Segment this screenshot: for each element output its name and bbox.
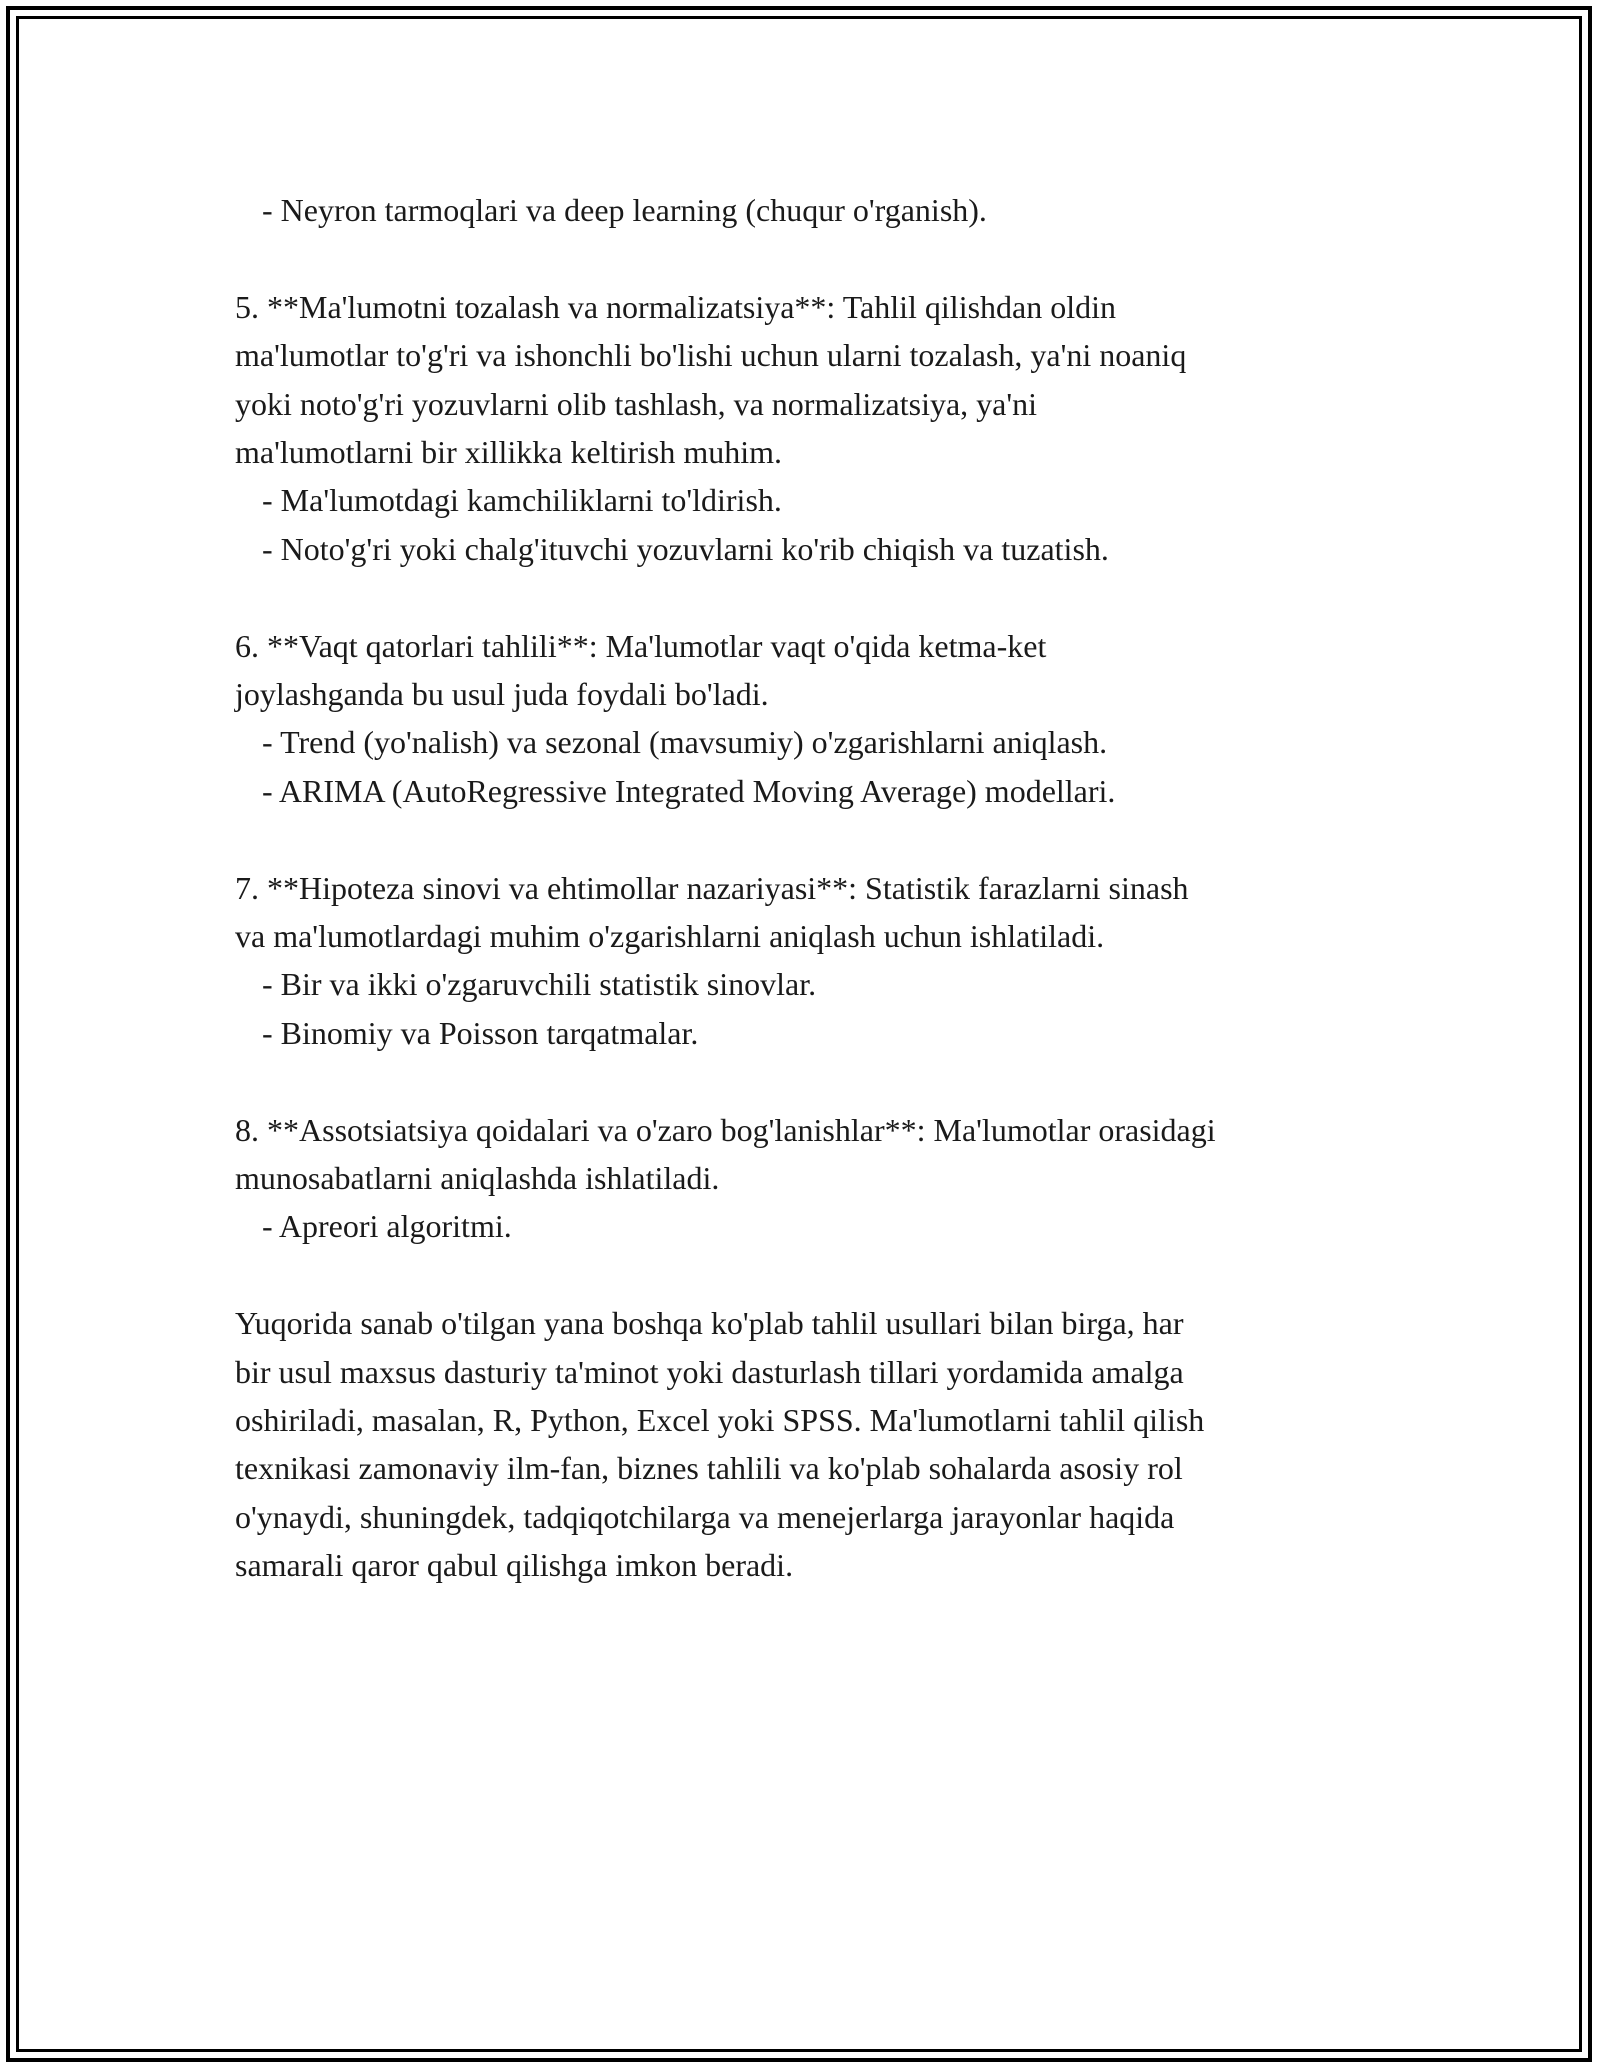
section-7 [235, 864, 1375, 1058]
section-8-bullet-1: - Apreori algoritmi. [262, 1208, 512, 1245]
conclusion-line-1: Yuqorida sanab o'tilgan yana boshqa ko'plab tahlil usullari bilan birga, har [235, 1305, 1184, 1342]
conclusion-line-3: oshiriladi, masalan, R, Python, Excel yoki SPSS. Ma'lumotlarni tahlil qilish [235, 1402, 1205, 1439]
conclusion-line-5: o'ynaydi, shuningdek, tadqiqotchilarga va menejerlarga jarayonlar haqida [235, 1498, 1175, 1535]
section-5-bullet-2: - Noto'g'ri yoki chalg'ituvchi yozuvlarni ko'rib chiqish va tuzatish. [262, 530, 1109, 567]
conclusion-paragraph [235, 1299, 1375, 1589]
section-5-line-1: 5. **Ma'lumotni tozalash va normalizatsiya**: Tahlil qilishdan oldin [235, 288, 1117, 325]
section-7-bullet-2: - Binomiy va Poisson tarqatmalar. [262, 1014, 699, 1051]
section-6-line-1: 6. **Vaqt qatorlari tahlili**: Ma'lumotlar vaqt o'qida ketma-ket [235, 627, 1047, 664]
section-8 [235, 1106, 1375, 1251]
section-8-line-1: 8. **Assotsiatsiya qoidalari va o'zaro bog'lanishlar**: Ma'lumotlar orasidagi [235, 1111, 1216, 1148]
section-7-bullet-1: - Bir va ikki o'zgaruvchili statistik sinovlar. [262, 966, 817, 1003]
section-5-line-3: yoki noto'g'ri yozuvlarni olib tashlash, va normalizatsiya, ya'ni [235, 385, 1038, 422]
section-5 [235, 283, 1375, 573]
conclusion-line-6: samarali qaror qabul qilishga imkon beradi. [235, 1547, 794, 1584]
document-body [235, 186, 1375, 1590]
section-5-bullet-1: - Ma'lumotdagi kamchiliklarni to'ldirish. [262, 482, 782, 519]
section-6-line-2: joylashganda bu usul juda foydali bo'ladi. [235, 676, 769, 713]
section-7-line-2: va ma'lumotlardagi muhim o'zgarishlarni aniqlash uchun ishlatiladi. [235, 918, 1105, 955]
section-5-line-2: ma'lumotlar to'g'ri va ishonchli bo'lishi uchun ularni tozalash, ya'ni noaniq [235, 337, 1187, 374]
intro-bullet: - Neyron tarmoqlari va deep learning (chuqur o'rganish). [262, 192, 987, 228]
section-5-line-4: ma'lumotlarni bir xillikka keltirish muhim. [235, 434, 783, 471]
section-7-line-1: 7. **Hipoteza sinovi va ehtimollar nazariyasi**: Statistik farazlarni sinash [235, 869, 1189, 906]
section-6 [235, 622, 1375, 816]
section-6-bullet-2: - ARIMA (AutoRegressive Integrated Moving Average) modellari. [262, 772, 1116, 809]
section-8-line-2: munosabatlarni aniqlashda ishlatiladi. [235, 1160, 720, 1197]
section-6-bullet-1: - Trend (yo'nalish) va sezonal (mavsumiy) o'zgarishlarni aniqlash. [262, 724, 1108, 761]
conclusion-line-2: bir usul maxsus dasturiy ta'minot yoki dasturlash tillari yordamida amalga [235, 1353, 1184, 1390]
conclusion-line-4: texnikasi zamonaviy ilm-fan, biznes tahlili va ko'plab sohalarda asosiy rol [235, 1450, 1183, 1487]
